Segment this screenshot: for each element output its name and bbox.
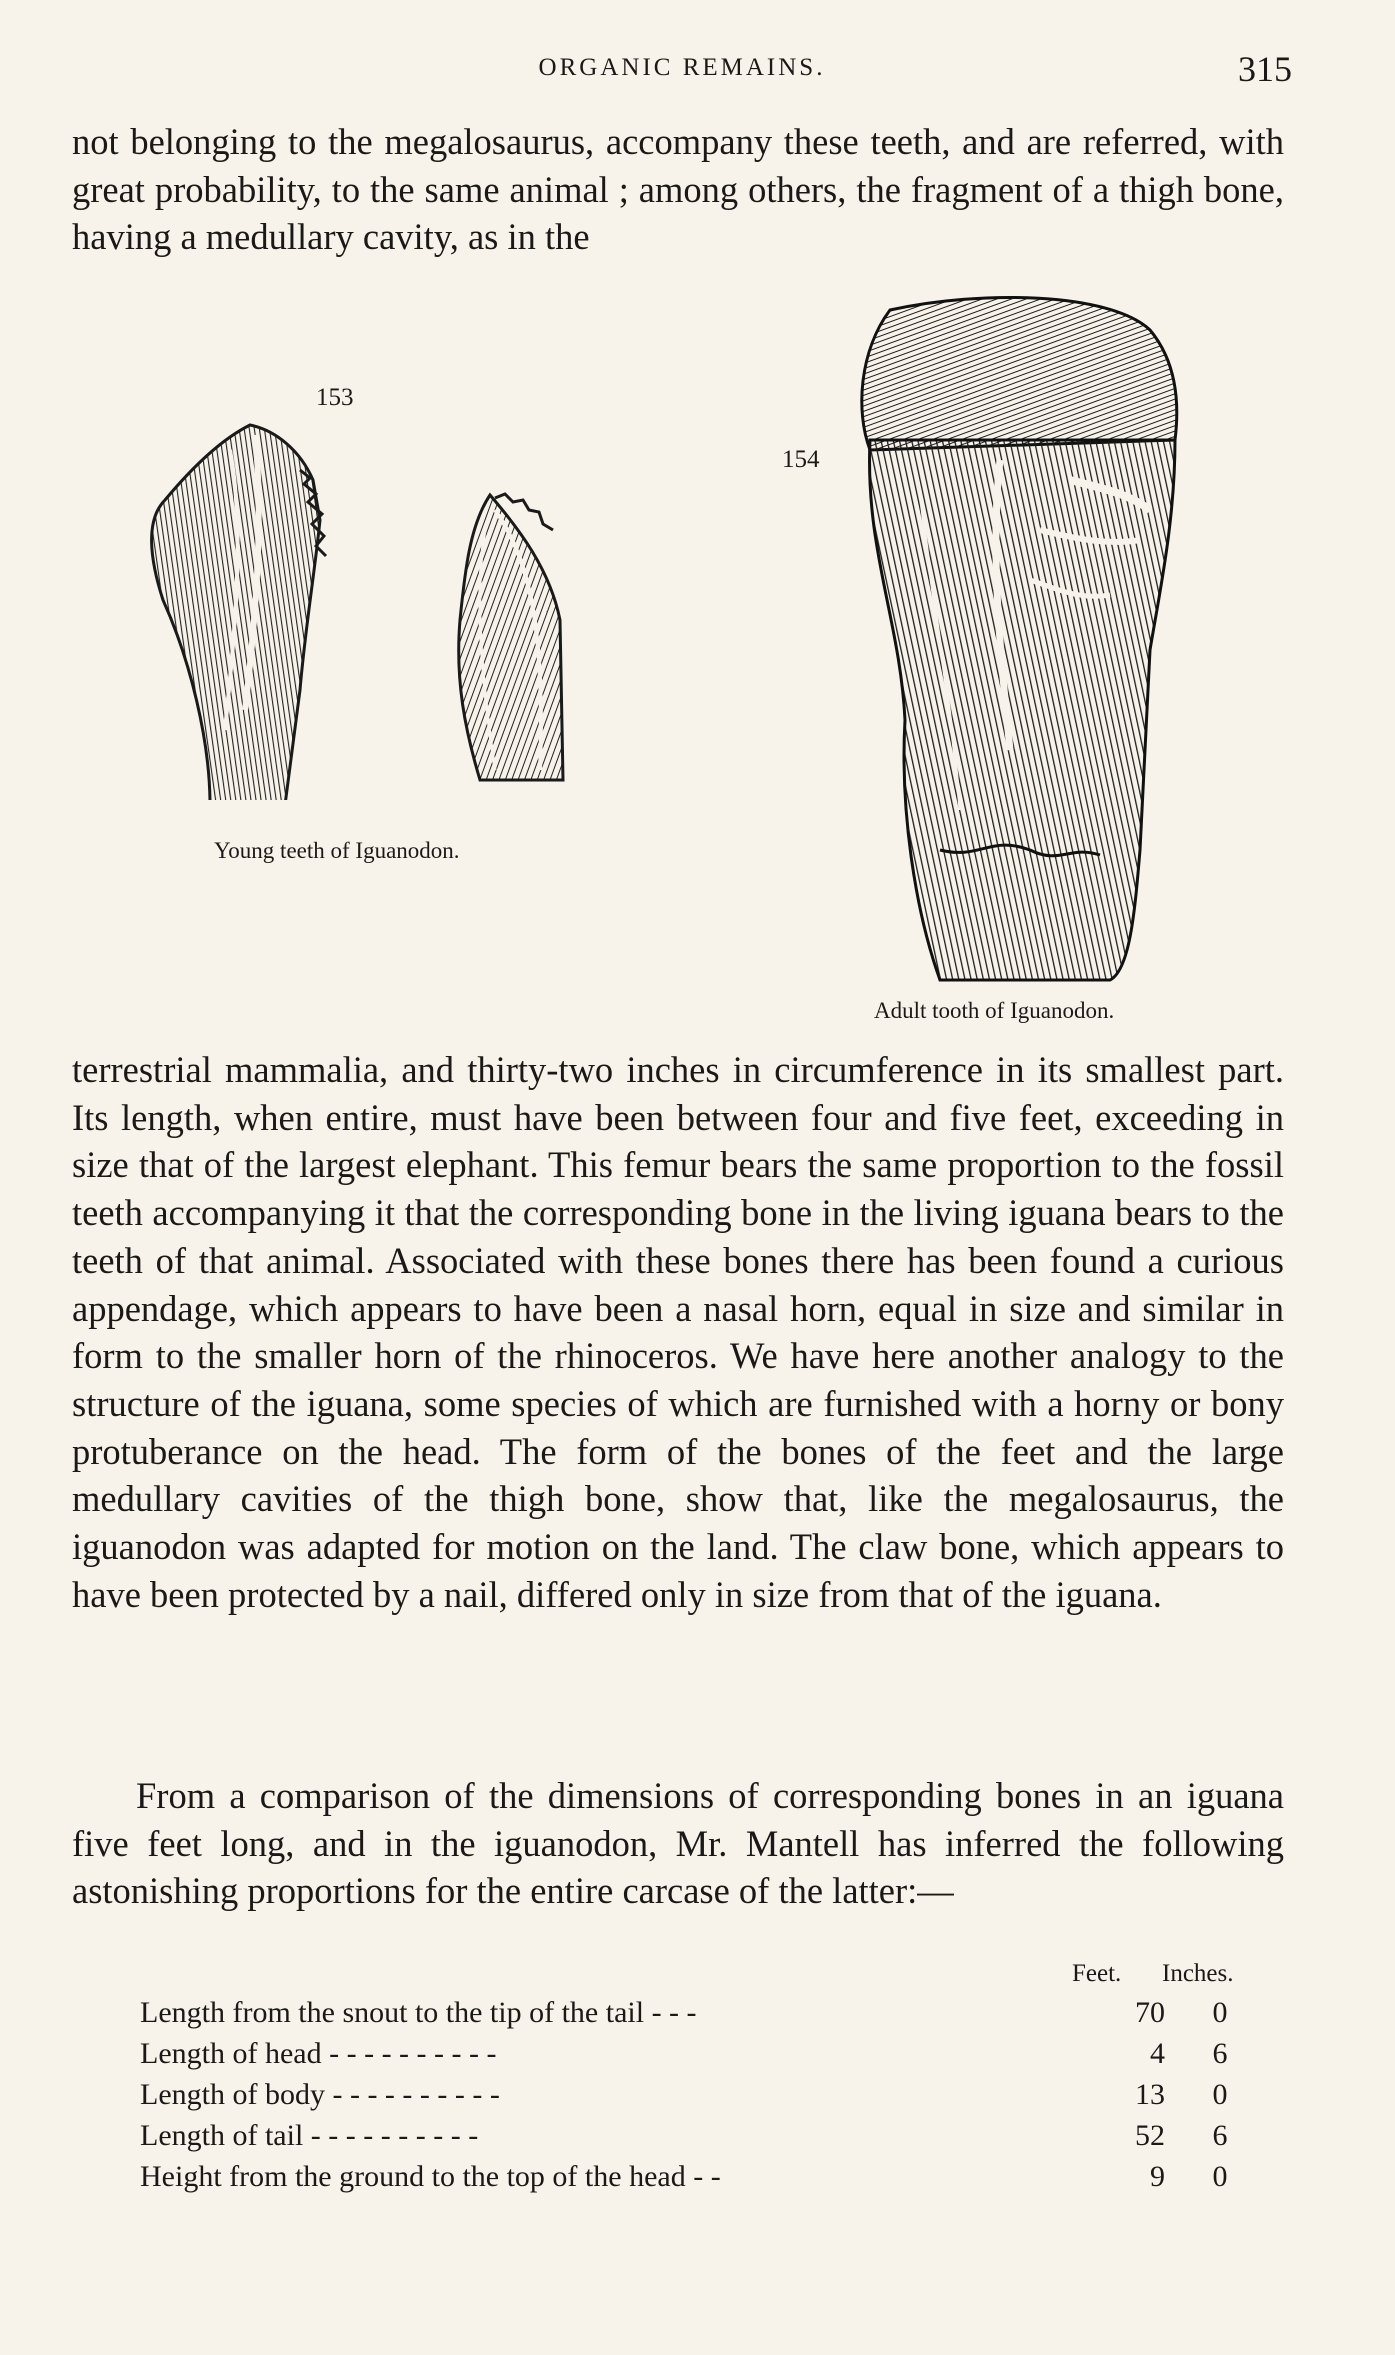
paragraph-1: not belonging to the megalosaurus, accompany these teeth, and are referred, with great probability, to the same animal ; among others, the fragment of a thigh bone, having a medullary cavity, as in the — [72, 121, 1284, 258]
row-label: Length of head - - - - - - - - - - — [140, 2037, 497, 2070]
figure-153-caption: Young teeth of Iguanodon. — [214, 838, 460, 863]
row-feet: 9 — [1150, 2160, 1165, 2193]
row-feet: 13 — [1135, 2078, 1165, 2111]
figure-153-number: 153 — [316, 384, 354, 411]
column-header-inches: Inches. — [1162, 1960, 1234, 1987]
row-inches: 6 — [1212, 2037, 1228, 2070]
table-row — [140, 2037, 1290, 2078]
page-header — [72, 48, 1292, 88]
row-label: Length from the snout to the tip of the tail - - - — [140, 1996, 697, 2029]
row-inches: 6 — [1212, 2119, 1228, 2152]
page-number: 315 — [1238, 49, 1292, 89]
table-row — [140, 1996, 1290, 2037]
row-label: Length of body - - - - - - - - - - — [140, 2078, 500, 2111]
column-header-feet: Feet. — [1072, 1960, 1122, 1987]
figure-154-number: 154 — [782, 446, 820, 473]
table-row — [140, 2078, 1290, 2119]
row-feet: 70 — [1135, 1996, 1165, 2029]
figure-154-adult-tooth-engraving — [830, 290, 1200, 990]
row-inches: 0 — [1212, 1996, 1228, 2029]
paragraph-3: From a comparison of the dimensions of corresponding bones in an iguana five feet long, and in the iguanodon, Mr. Mantell has inferred the following astonishing proportions for the entire carcase of the latter:— — [72, 1775, 1284, 1912]
row-inches: 0 — [1212, 2078, 1228, 2111]
row-label: Height from the ground to the top of the head - - — [140, 2160, 721, 2193]
table-row — [140, 2119, 1290, 2160]
row-inches: 0 — [1212, 2160, 1228, 2193]
dimensions-table — [72, 1960, 1284, 2200]
paragraph-2: terrestrial mammalia, and thirty-two inches in circumference in its smallest part. Its length, when entire, must have been between four and five feet, exceeding in size that of the largest elephant. This femur bears the same proportion to the fossil teeth accompanying it that the corresponding bone in the living iguana bears to the teeth of that animal. Associated with these bones there has been found a curious appendage, which appears to have been a nasal horn, equal in size and similar in form to the smaller horn of the rhinoceros. We have here another analogy to the structure of the iguana, some species of which are furnished with a horny or bony protuberance on the head. The form of the bones of the feet and the large medullary cavities of the thigh bone, show that, like the megalosaurus, the iguanodon was adapted for motion on the land. The claw bone, which appears to have been protected by a nail, differed only in size from that of the iguana. — [72, 1049, 1284, 1615]
running-head: ORGANIC REMAINS. — [538, 54, 826, 81]
row-feet: 52 — [1135, 2119, 1165, 2152]
table-row — [140, 2160, 1290, 2201]
row-feet: 4 — [1150, 2037, 1165, 2070]
figure-153-young-teeth-engraving — [135, 410, 615, 800]
row-label: Length of tail - - - - - - - - - - — [140, 2119, 479, 2152]
figure-154-caption: Adult tooth of Iguanodon. — [874, 998, 1115, 1023]
